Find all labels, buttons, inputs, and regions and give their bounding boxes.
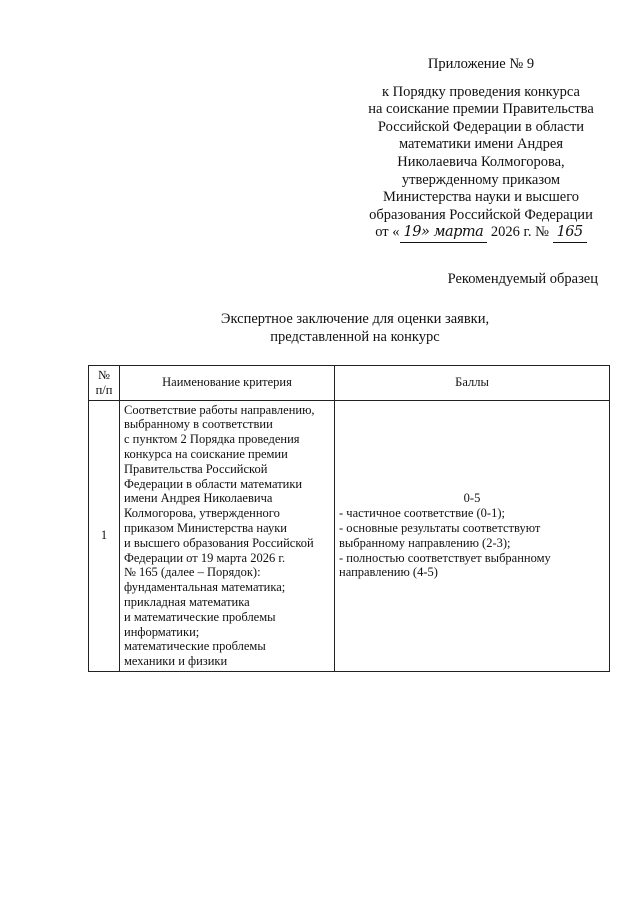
criterion-line: механики и физики <box>124 654 228 669</box>
criterion-line: прикладная математика <box>124 594 250 609</box>
document-title <box>150 311 560 346</box>
score-value: 0-5 <box>463 491 481 506</box>
handwritten-order-number: 165 <box>553 224 587 243</box>
recommended-sample-label: Рекомендуемый образец <box>447 271 598 287</box>
score-line: выбранному направлению (2-3); <box>339 535 511 550</box>
table-row <box>89 400 610 671</box>
criterion-line: фундаментальная математика; <box>124 580 286 595</box>
criterion-line: Колмогорова, утвержденного <box>124 506 280 521</box>
criterion-line: Федерации от 19 марта 2026 г. <box>124 550 286 565</box>
score-line: направлению (4-5) <box>339 565 438 580</box>
appendix-date-line <box>340 224 622 243</box>
appendix-line: Российской Федерации в области <box>377 118 585 135</box>
criterion-line: и высшего образования Российской <box>124 535 314 550</box>
criterion-cell <box>120 400 335 671</box>
score-cell <box>335 400 610 671</box>
appendix-line: Министерства науки и высшего <box>382 189 580 206</box>
appendix-line: на соискание премии Правительства <box>368 101 594 118</box>
title-line: Экспертное заключение для оценки заявки, <box>220 311 490 327</box>
criterion-line: № 165 (далее – Порядок): <box>124 565 261 580</box>
criterion-line: математические проблемы <box>124 639 266 654</box>
score-line: - полностью соответствует выбранному <box>339 550 551 565</box>
row-num: 1 <box>89 400 120 671</box>
criterion-line: Соответствие работы направлению, <box>124 402 315 417</box>
appendix-line: Николаевича Колмогорова, <box>397 153 565 170</box>
date-prefix: от « <box>375 224 400 241</box>
title-line: представленной на конкурс <box>270 328 440 345</box>
appendix-header <box>340 56 622 243</box>
appendix-line: утвержденному приказом <box>401 171 561 188</box>
header-name: Наименование критерия <box>120 366 335 401</box>
criterion-line: приказом Министерства науки <box>124 520 288 535</box>
handwritten-date: 19» марта <box>400 224 488 243</box>
appendix-number: Приложение № 9 <box>427 56 535 72</box>
criterion-line: выбранному в соответствии <box>124 417 273 432</box>
criterion-line: и математические проблемы <box>124 609 276 624</box>
header-score: Баллы <box>335 366 610 401</box>
criterion-line: конкурса на соискание премии <box>124 446 288 461</box>
table-header-row <box>89 366 610 401</box>
criterion-line: с пунктом 2 Порядка проведения <box>124 432 300 447</box>
appendix-line: к Порядку проведения конкурса <box>381 83 580 100</box>
criterion-line: Правительства Российской <box>124 461 268 476</box>
criteria-table <box>88 365 610 672</box>
criterion-line: Федерации в области математики <box>124 476 303 491</box>
appendix-line: математики имени Андрея <box>398 136 564 153</box>
header-num: № п/п <box>89 366 120 401</box>
score-line: - частичное соответствие (0-1); <box>339 506 505 521</box>
criterion-line: имени Андрея Николаевича <box>124 491 273 506</box>
score-line: - основные результаты соответствуют <box>339 520 541 535</box>
appendix-line: образования Российской Федерации <box>369 206 593 223</box>
date-year: 2026 г. № <box>487 224 553 241</box>
criterion-line: информатики; <box>124 624 200 639</box>
